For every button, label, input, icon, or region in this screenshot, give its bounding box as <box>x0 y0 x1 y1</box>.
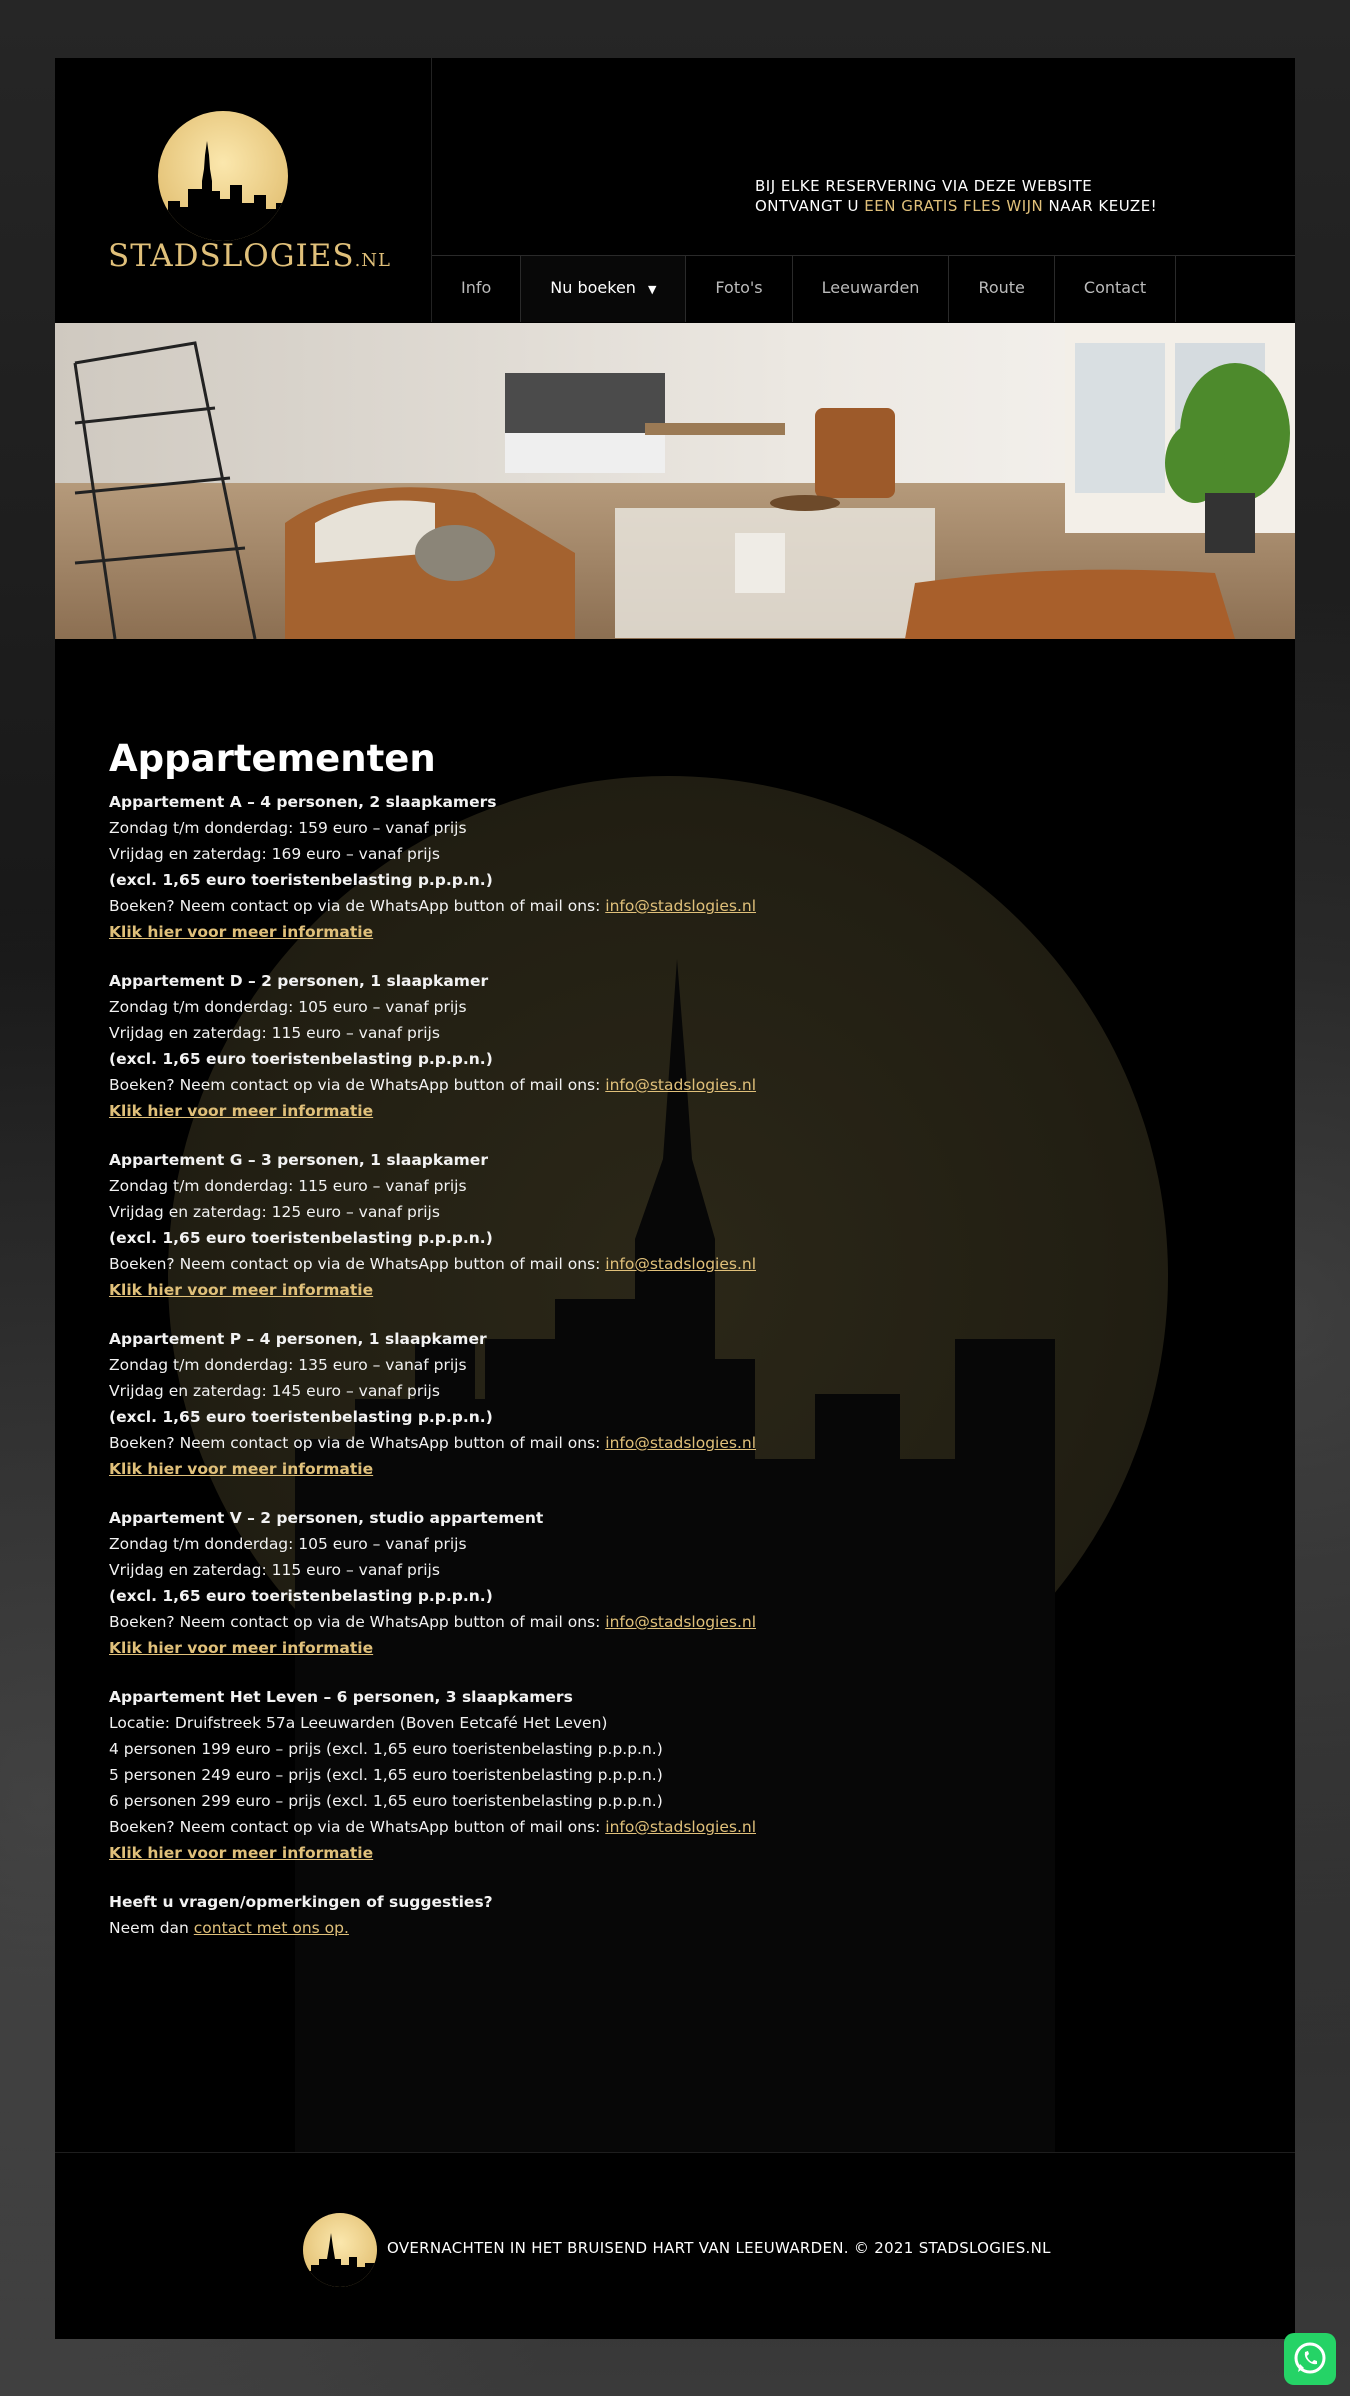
price-weekday: Zondag t/m donderdag: 159 euro – vanaf prijs <box>109 819 467 837</box>
nav-item-fotos[interactable]: Foto's <box>686 256 792 322</box>
price-weekday: Zondag t/m donderdag: 105 euro – vanaf prijs <box>109 998 467 1016</box>
nav-item-contact[interactable]: Contact <box>1055 256 1176 322</box>
apartment-heading: Appartement D – 2 personen, 1 slaapkamer <box>109 972 489 990</box>
price-weekend: Vrijdag en zaterdag: 169 euro – vanaf prijs <box>109 845 440 863</box>
promo-line-2 <box>755 196 1235 216</box>
apartment-v <box>109 1505 1009 1661</box>
apartment-d <box>109 968 1009 1124</box>
price-weekday: Zondag t/m donderdag: 115 euro – vanaf prijs <box>109 1177 467 1195</box>
email-link[interactable]: info@stadslogies.nl <box>605 1255 757 1273</box>
chevron-down-icon: ▼ <box>647 283 657 296</box>
main-nav <box>432 255 1295 322</box>
price-6-persons: 6 personen 299 euro – prijs (excl. 1,65 euro toeristenbelasting p.p.p.n.) <box>109 1792 663 1810</box>
site-container <box>55 58 1295 2338</box>
email-link[interactable]: info@stadslogies.nl <box>605 1076 757 1094</box>
nav-item-info[interactable]: Info <box>432 256 521 322</box>
promo-line-1: BIJ ELKE RESERVERING VIA DEZE WEBSITE <box>755 177 1093 195</box>
logo-wordmark <box>108 238 392 274</box>
apartment-heading: Appartement Het Leven – 6 personen, 3 slaapkamers <box>109 1688 573 1706</box>
booking-text: Boeken? Neem contact op via de WhatsApp button of mail ons: <box>109 1255 606 1273</box>
apartment-p <box>109 1326 1009 1482</box>
whatsapp-icon <box>1284 2333 1336 2385</box>
email-link[interactable]: info@stadslogies.nl <box>605 1613 757 1631</box>
price-4-persons: 4 personen 199 euro – prijs (excl. 1,65 euro toeristenbelasting p.p.p.n.) <box>109 1740 663 1758</box>
booking-text: Boeken? Neem contact op via de WhatsApp button of mail ons: <box>109 897 606 915</box>
questions-section <box>109 1889 1009 1941</box>
footer-copyright: OVERNACHTEN IN HET BRUISEND HART VAN LEEUWARDEN. © 2021 STADSLOGIES.NL <box>387 2239 1051 2257</box>
more-info-link[interactable]: Klik hier voor meer informatie <box>109 1102 374 1120</box>
price-weekend: Vrijdag en zaterdag: 115 euro – vanaf prijs <box>109 1024 440 1042</box>
header <box>55 58 1295 322</box>
questions-text: Neem dan <box>109 1919 194 1937</box>
questions-heading: Heeft u vragen/opmerkingen of suggesties? <box>109 1893 493 1911</box>
booking-line <box>109 1609 1009 1635</box>
location: Locatie: Druifstreek 57a Leeuwarden (Boven Eetcafé Het Leven) <box>109 1714 608 1732</box>
tax-note: (excl. 1,65 euro toeristenbelasting p.p.p.n.) <box>109 1587 493 1605</box>
more-info-link[interactable]: Klik hier voor meer informatie <box>109 1460 374 1478</box>
apartment-a <box>109 789 1009 945</box>
apartment-heading: Appartement V – 2 personen, studio appartement <box>109 1509 544 1527</box>
nav-item-leeuwarden[interactable]: Leeuwarden <box>793 256 950 322</box>
main-content <box>55 639 1295 2152</box>
promo-text: ONTVANGT U <box>755 197 865 215</box>
price-weekend: Vrijdag en zaterdag: 145 euro – vanaf prijs <box>109 1382 440 1400</box>
apartment-heading: Appartement G – 3 personen, 1 slaapkamer <box>109 1151 488 1169</box>
logo-link[interactable] <box>55 58 432 322</box>
promo-highlight: EEN GRATIS FLES WIJN <box>864 197 1044 215</box>
apartment-heading: Appartement P – 4 personen, 1 slaapkamer <box>109 1330 487 1348</box>
contact-link[interactable]: contact met ons op. <box>193 1919 349 1937</box>
apartments-section <box>109 735 1009 1964</box>
price-weekday: Zondag t/m donderdag: 135 euro – vanaf prijs <box>109 1356 467 1374</box>
price-weekend: Vrijdag en zaterdag: 115 euro – vanaf prijs <box>109 1561 440 1579</box>
questions-line <box>109 1915 1009 1941</box>
price-5-persons: 5 personen 249 euro – prijs (excl. 1,65 euro toeristenbelasting p.p.p.n.) <box>109 1766 663 1784</box>
nav-item-label: Nu boeken <box>550 278 636 297</box>
booking-line <box>109 1814 1009 1840</box>
tax-note: (excl. 1,65 euro toeristenbelasting p.p.p.n.) <box>109 1408 493 1426</box>
booking-text: Boeken? Neem contact op via de WhatsApp button of mail ons: <box>109 1434 606 1452</box>
promo-banner <box>755 176 1235 216</box>
more-info-link[interactable]: Klik hier voor meer informatie <box>109 1844 374 1862</box>
more-info-link[interactable]: Klik hier voor meer informatie <box>109 1639 374 1657</box>
booking-line <box>109 1072 1009 1098</box>
price-weekday: Zondag t/m donderdag: 105 euro – vanaf prijs <box>109 1535 467 1553</box>
apartment-g <box>109 1147 1009 1303</box>
email-link[interactable]: info@stadslogies.nl <box>605 1434 757 1452</box>
more-info-link[interactable]: Klik hier voor meer informatie <box>109 923 374 941</box>
booking-line <box>109 1430 1009 1456</box>
tax-note: (excl. 1,65 euro toeristenbelasting p.p.p.n.) <box>109 1229 493 1247</box>
page-title: Appartementen <box>109 737 436 780</box>
tax-note: (excl. 1,65 euro toeristenbelasting p.p.p.n.) <box>109 871 493 889</box>
booking-text: Boeken? Neem contact op via de WhatsApp button of mail ons: <box>109 1076 606 1094</box>
email-link[interactable]: info@stadslogies.nl <box>605 897 757 915</box>
logo-text: STADSLOGIES <box>108 238 355 274</box>
logo-suffix: .NL <box>354 250 392 271</box>
booking-line <box>109 1251 1009 1277</box>
price-weekend: Vrijdag en zaterdag: 125 euro – vanaf prijs <box>109 1203 440 1221</box>
footer <box>55 2152 1295 2339</box>
nav-item-nu-boeken[interactable] <box>521 256 686 322</box>
more-info-link[interactable]: Klik hier voor meer informatie <box>109 1281 374 1299</box>
apartment-heading: Appartement A – 4 personen, 2 slaapkamers <box>109 793 497 811</box>
footer-logo-icon <box>303 2213 377 2287</box>
nav-item-route[interactable]: Route <box>949 256 1054 322</box>
promo-text-end: NAAR KEUZE! <box>1043 197 1158 215</box>
city-skyline-sun-icon <box>158 111 288 241</box>
booking-text: Boeken? Neem contact op via de WhatsApp button of mail ons: <box>109 1613 606 1631</box>
booking-text: Boeken? Neem contact op via de WhatsApp button of mail ons: <box>109 1818 606 1836</box>
email-link[interactable]: info@stadslogies.nl <box>605 1818 757 1836</box>
apartment-het-leven <box>109 1684 1009 1866</box>
hero-image <box>55 323 1295 639</box>
whatsapp-button[interactable] <box>1284 2333 1336 2385</box>
booking-line <box>109 893 1009 919</box>
tax-note: (excl. 1,65 euro toeristenbelasting p.p.p.n.) <box>109 1050 493 1068</box>
